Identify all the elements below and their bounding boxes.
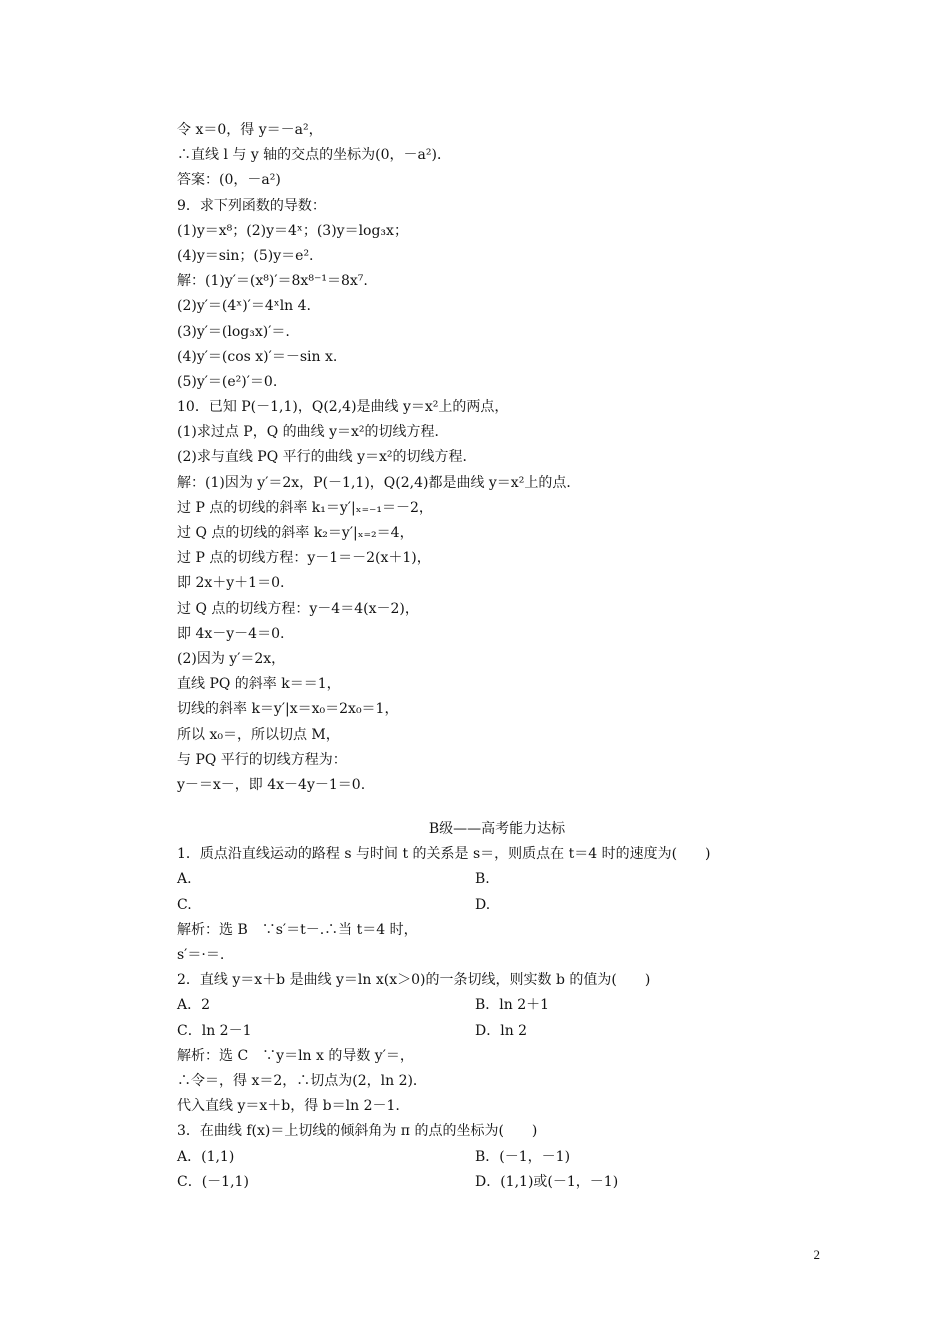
option-a: A．(1,1) [177,1148,235,1165]
text-line: 与 PQ 平行的切线方程为： [177,751,347,768]
text-line: 解：(1)因为 y′＝2x，P(－1,1)，Q(2,4)都是曲线 y＝x²上的点． [177,474,581,491]
text-line: 即 2x＋y＋1＝0. [177,575,285,592]
text-line: 过 P 点的切线方程：y－1＝－2(x＋1)， [177,550,431,567]
text-line: 过 Q 点的切线方程：y－4＝4(x－2)， [177,600,419,617]
question-9-stem: 9．求下列函数的导数： [177,197,326,214]
option-c: C．(－1,1) [177,1173,249,1190]
option-b: B．ln 2＋1 [475,997,550,1014]
question-2-options-row [177,993,817,1018]
text-line: y－＝x－，即 4x－4y－1＝0. [177,776,366,793]
option-d: D．(1,1)或(－1，－1) [475,1173,619,1190]
text-line: (1)求过点 P，Q 的曲线 y＝x²的切线方程． [177,424,449,441]
option-d: D．ln 2 [475,1022,528,1039]
question-10-stem: 10．已知 P(－1,1)，Q(2,4)是曲线 y＝x²上的两点， [177,399,509,416]
text-line: (2)求与直线 PQ 平行的曲线 y＝x²的切线方程． [177,449,477,466]
question-3-options-row [177,1145,817,1170]
option-c: C．ln 2－1 [177,1022,252,1039]
text-line: (5)y′＝(e²)′＝0. [177,373,278,390]
question-2-options-row [177,1019,817,1044]
solution-line: ∴令＝，得 x＝2，∴切点为(2，ln 2)． [177,1072,427,1089]
page-number: 2 [813,1247,820,1262]
text-line: 解：(1)y′＝(x⁸)′＝8x⁸⁻¹＝8x⁷. [177,273,368,290]
option-c: C. [177,896,192,913]
solution-line: 解析：选 C ∵y＝ln x 的导数 y′＝， [177,1047,414,1064]
text-line: (2)因为 y′＝2x， [177,650,286,667]
solution-line: 代入直线 y＝x＋b，得 b＝ln 2－1. [177,1098,400,1115]
text-line: 切线的斜率 k＝y′|x＝x₀＝2x₀＝1， [177,701,399,718]
text-line: 直线 PQ 的斜率 k＝＝1， [177,676,341,693]
option-d: D. [475,896,491,913]
text-line: 答案：(0，－a²) [177,172,281,189]
page-content [177,118,817,1195]
solution-line: s′＝·＝. [177,947,225,963]
text-line: 过 Q 点的切线的斜率 k₂＝y′|ₓ₌₂＝4， [177,525,414,541]
option-b: B. [475,871,490,888]
question-3-options-row [177,1170,817,1195]
text-line: 即 4x－y－4＝0. [177,625,285,642]
section-b-title: B级——高考能力达标 [428,821,566,838]
option-b: B．(－1，－1) [475,1148,571,1165]
option-a: A. [177,871,192,888]
text-line: 过 P 点的切线的斜率 k₁＝y′|ₓ₌₋₁＝－2， [177,499,433,516]
text-line: ∴直线 l 与 y 轴的交点的坐标为(0，－a²)． [177,147,451,164]
question-1-stem: 1．质点沿直线运动的路程 s 与时间 t 的关系是 s＝，则质点在 t＝4 时的速度为( ) [177,846,711,863]
text-line: (1)y＝x⁸；(2)y＝4ˣ；(3)y＝log₃x； [177,222,408,239]
text-line: 令 x＝0，得 y＝－a²， [177,122,323,138]
question-2-stem: 2．直线 y＝x＋b 是曲线 y＝ln x(x＞0)的一条切线，则实数 b 的值为( ) [177,972,651,989]
text-line: (3)y′＝(log₃x)′＝. [177,323,290,340]
question-1-options-row [177,867,817,892]
text-line: (4)y＝sin；(5)y＝e². [177,247,314,264]
text-line: (2)y′＝(4ˣ)′＝4ˣln 4. [177,298,312,315]
text-line: (4)y′＝(cos x)′＝－sin x. [177,348,338,365]
solution-line: 解析：选 B ∵s′＝t－.∴当 t＝4 时， [177,921,418,938]
question-3-stem: 3．在曲线 f(x)＝上切线的倾斜角为 π 的点的坐标为( ) [177,1123,538,1140]
option-a: A．2 [177,997,211,1014]
text-line: 所以 x₀＝，所以切点 M， [177,726,340,743]
question-1-options-row [177,893,817,918]
